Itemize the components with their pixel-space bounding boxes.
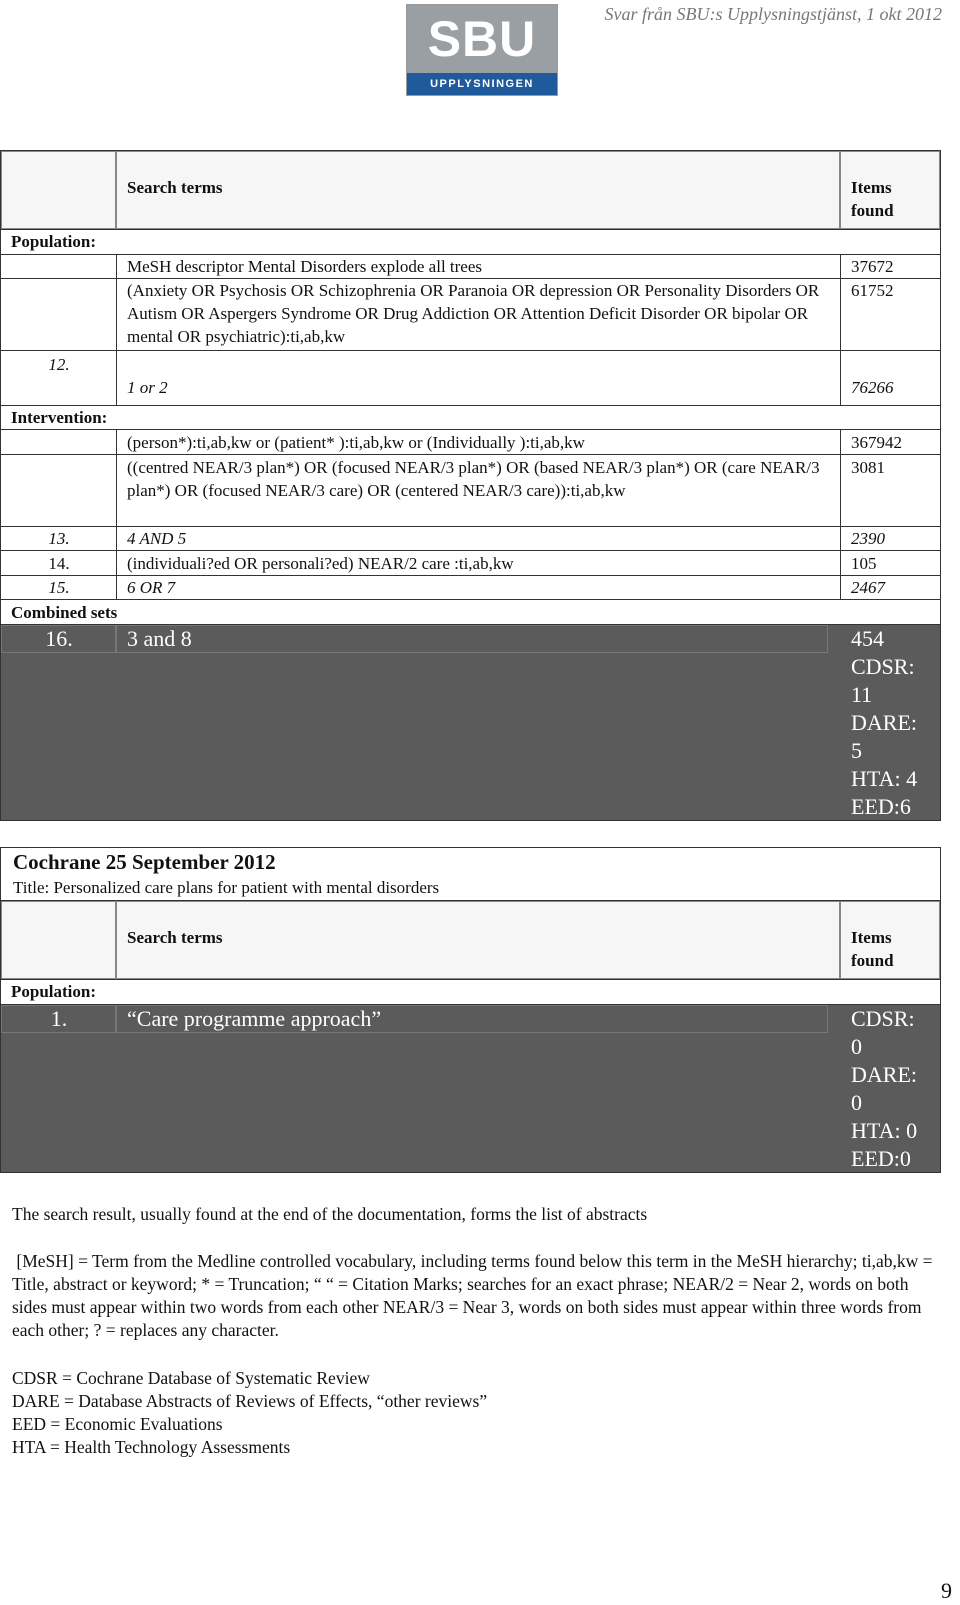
row-number: 13. <box>48 529 70 548</box>
items-found-1: 0 <box>851 1034 862 1059</box>
sbu-logo <box>406 4 558 96</box>
row-number: 1. <box>50 1006 68 1031</box>
section-row-intervention <box>0 406 941 430</box>
items-found: 3081 <box>851 458 885 477</box>
table-row <box>0 255 941 279</box>
search-term: (Anxiety OR Psychosis OR Schizophrenia OR Paranoia OR depression OR Personality Disorders OR Autism OR Aspergers Syndrome OR Drug Addiction OR Attention Deficit Disorder OR bipolar OR mental OR psychiatric):ti,ab,kw <box>127 281 820 346</box>
items-found-0: 454 <box>851 626 884 651</box>
header-cell-empty <box>1 151 116 229</box>
page-number: 9 <box>941 1578 952 1603</box>
search-term: ((centred NEAR/3 plan*) OR (focused NEAR/3 plan*) OR (based NEAR/3 plan*) OR (care NEAR/3 plan*) OR (focused NEAR/3 care) OR (centered NEAR/3 care)):ti,ab,kw <box>127 458 820 500</box>
abbr-cdsr: CDSR = Cochrane Database of Systematic Review <box>12 1368 370 1388</box>
col-items-found: Items found <box>851 178 894 220</box>
table-row-combined <box>0 625 941 821</box>
header-cell-search <box>116 151 840 229</box>
population-label: Population: <box>11 232 97 251</box>
header-cell-items <box>840 151 940 229</box>
section-row-combined <box>0 600 941 625</box>
section-row-population <box>0 230 941 255</box>
items-found: 105 <box>851 554 877 573</box>
table-header-row <box>0 901 941 980</box>
search-term: 3 and 8 <box>127 626 192 651</box>
cochrane-heading: Cochrane 25 September 2012 <box>13 850 276 874</box>
items-found-2: DARE: <box>851 1062 917 1087</box>
search-term: “Care programme approach” <box>127 1006 382 1031</box>
items-found-1: CDSR: <box>851 654 915 679</box>
row-number: 14. <box>48 554 70 573</box>
col-search-terms: Search terms <box>127 928 223 947</box>
items-found-2: 11 <box>851 682 873 707</box>
search-term: 1 or 2 <box>127 378 168 397</box>
table-row <box>0 351 941 406</box>
population-label: Population: <box>11 982 97 1001</box>
col-items-found: Items found <box>851 928 894 970</box>
header-cell-empty <box>1 901 116 979</box>
items-found-0: CDSR: <box>851 1006 915 1031</box>
table-row-care-programme <box>0 1005 941 1173</box>
table-row <box>0 430 941 455</box>
table-row <box>0 455 941 527</box>
col-search-terms: Search terms <box>127 178 223 197</box>
items-found-4: HTA: 0 <box>851 1118 918 1143</box>
logo-sub-text: UPPLYSNINGEN <box>407 73 557 95</box>
items-found: 2467 <box>851 578 885 597</box>
items-found: 2390 <box>851 529 885 548</box>
items-found: 367942 <box>851 433 902 452</box>
header-cell-search <box>116 901 840 979</box>
page-header-title: Svar från SBU:s Upplysningstjänst, 1 okt 2012 <box>604 4 942 24</box>
items-found-4: 5 <box>851 738 862 763</box>
items-found: 37672 <box>851 257 894 276</box>
table2-title-row <box>0 847 941 901</box>
row-number: 12. <box>48 355 70 374</box>
search-term: 6 OR 7 <box>127 578 176 597</box>
items-found-5: HTA: 4 <box>851 766 918 791</box>
items-found-3: 0 <box>851 1090 862 1115</box>
items-found: 61752 <box>851 281 894 300</box>
header-cell-items <box>840 901 940 979</box>
table-row <box>0 576 941 600</box>
items-found: 76266 <box>851 378 894 397</box>
section-row-population <box>0 980 941 1005</box>
table-header-row <box>0 150 941 230</box>
items-found-6: EED:6 <box>851 794 911 819</box>
row-number: 15. <box>48 578 70 597</box>
table-row <box>0 551 941 576</box>
intervention-label: Intervention: <box>11 408 108 427</box>
search-term: (person*):ti,ab,kw or (patient* ):ti,ab,kw or (Individually ):ti,ab,kw <box>127 433 585 452</box>
table-row <box>0 279 941 351</box>
abbr-dare: DARE = Database Abstracts of Reviews of Effects, “other reviews” <box>12 1391 488 1411</box>
search-term: 4 AND 5 <box>127 529 187 548</box>
cochrane-subtitle: Title: Personalized care plans for patient with mental disorders <box>13 878 440 897</box>
row-number: 16. <box>45 626 73 651</box>
abbr-eed: EED = Economic Evaluations <box>12 1414 223 1434</box>
items-found-3: DARE: <box>851 710 917 735</box>
table-row <box>0 527 941 551</box>
logo-main-text: SBU <box>407 5 557 73</box>
combined-sets-label: Combined sets <box>11 603 118 622</box>
search-term: MeSH descriptor Mental Disorders explode all trees <box>127 257 483 276</box>
abbr-hta: HTA = Health Technology Assessments <box>12 1437 291 1457</box>
legend-paragraph: [MeSH] = Term from the Medline controlled vocabulary, including terms found below this term in the MeSH hierarchy; ti,ab,kw = Title, abstract or keyword; * = Truncation; “ “ = Citation Marks; searches for an exact phrase; NEAR/2 = Near 2, words on both sides must appear within two words from each other NEAR/3 = Near 3, words on both sides must appear within three words from each other; ? = replaces any character. <box>12 1251 937 1340</box>
search-result-note: The search result, usually found at the end of the documentation, forms the list of abstracts <box>12 1204 648 1224</box>
items-found-5: EED:0 <box>851 1146 911 1171</box>
search-term: (individuali?ed OR personali?ed) NEAR/2 care :ti,ab,kw <box>127 554 514 573</box>
